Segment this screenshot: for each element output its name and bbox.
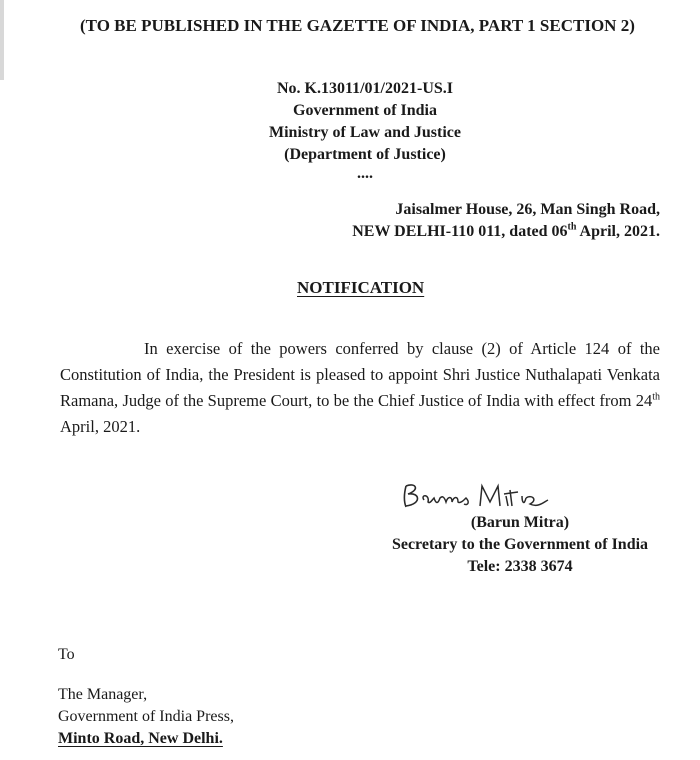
recipient-line-3: Minto Road, New Delhi. <box>58 730 223 747</box>
signatory-tele: Tele: 2338 3674 <box>467 558 573 575</box>
recipient-block <box>58 684 234 750</box>
recipient-line-2: Government of India Press, <box>58 708 234 725</box>
issuer-block <box>230 78 500 182</box>
notification-title: NOTIFICATION <box>297 278 425 297</box>
notification-body <box>60 336 660 440</box>
gazette-heading: (TO BE PUBLISHED IN THE GAZETTE OF INDIA, PART 1 SECTION 2) <box>80 16 635 35</box>
address-line-1: Jaisalmer House, 26, Man Singh Road, <box>395 201 660 218</box>
address-date-sup: th <box>567 221 577 233</box>
department-name: (Department of Justice) <box>284 146 446 163</box>
government-name: Government of India <box>293 102 437 119</box>
signatory-designation: Secretary to the Government of India <box>391 536 649 553</box>
recipient-line-1: The Manager, <box>58 686 148 703</box>
signature-image <box>398 474 598 514</box>
notification-body-part2: April, 2021. <box>60 417 141 436</box>
notification-body-sup: th <box>652 391 660 403</box>
notification-body-part1: In exercise of the powers conferred by clause (2) of Article 124 of the Constitution of India, the President is pleased to appoint Shri Justice Nuthalapati Venkata Ramana, Judge of the Supreme Court, to be the Chief Justice of India with effect from 24 <box>60 339 660 410</box>
page-edge-shadow <box>0 0 4 80</box>
ministry-name: Ministry of Law and Justice <box>269 124 461 141</box>
separator-dots: .... <box>357 165 373 182</box>
address-line-2 <box>352 223 660 241</box>
file-number: No. K.13011/01/2021-US.I <box>276 80 453 97</box>
address-date-prefix: NEW DELHI-110 011, dated 06 <box>352 223 568 240</box>
signatory-name: (Barun Mitra) <box>470 514 570 531</box>
signatory-block <box>375 512 665 578</box>
address-date-suffix: April, 2021. <box>576 223 660 240</box>
recipient-to: To <box>58 646 75 663</box>
